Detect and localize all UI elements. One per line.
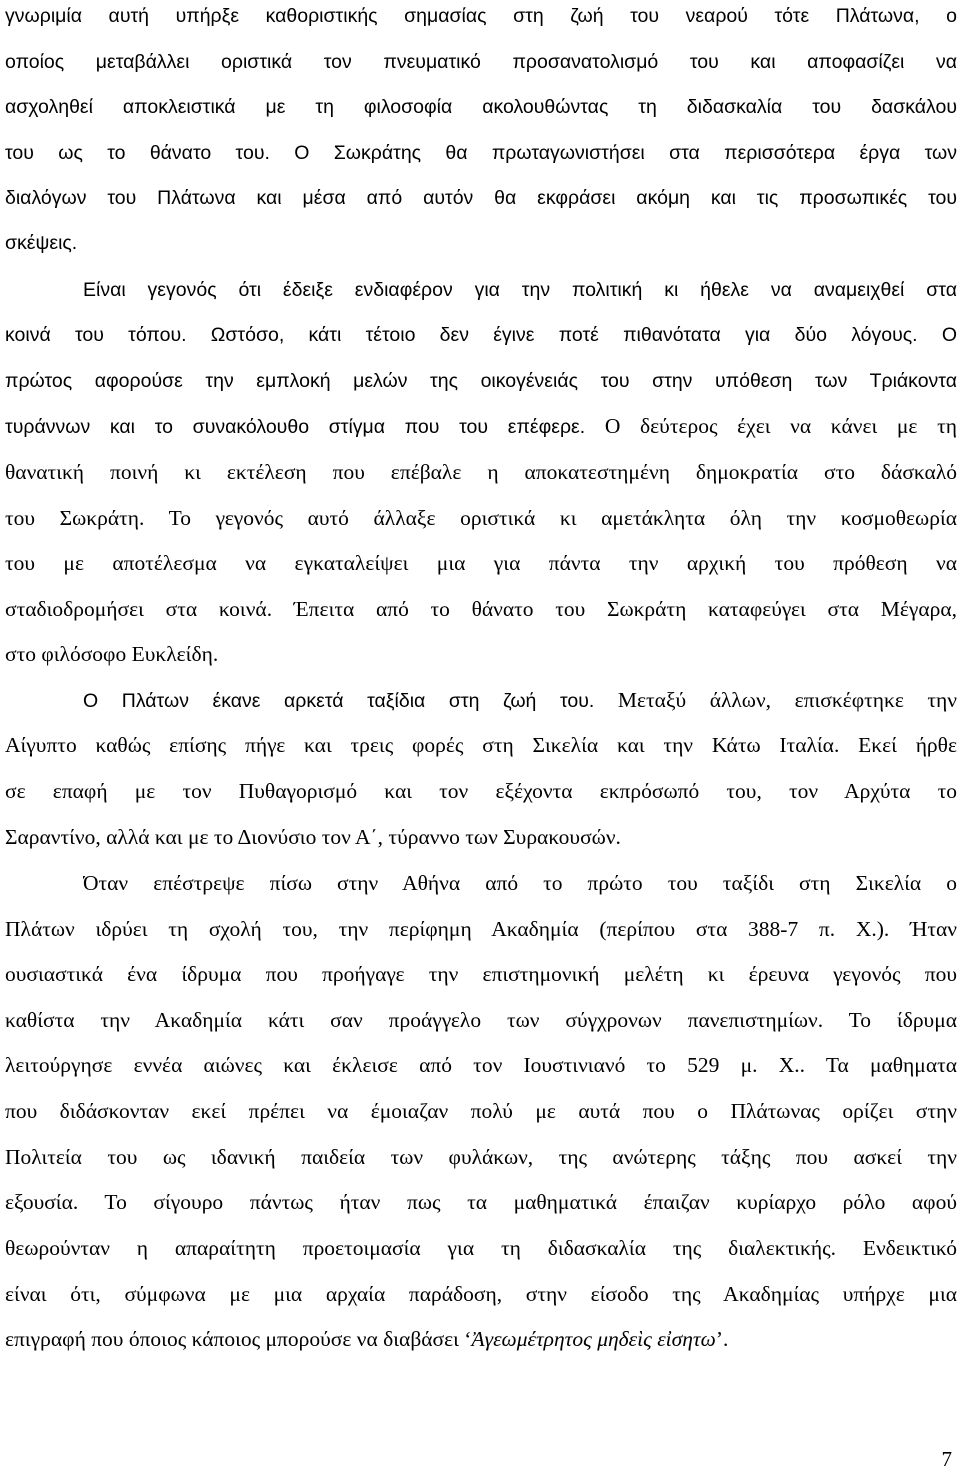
text-line xyxy=(5,369,957,393)
text-segment: τυράννων και το συνακόλουθο στίγμα που του επέφερε. xyxy=(5,416,605,438)
text-line xyxy=(5,414,957,439)
inscription-text: Ἀγεωμέτρητος μηδεὶς εἰσητω xyxy=(471,1327,716,1351)
text-line xyxy=(5,323,957,347)
text-segment: του ως το θάνατο του. Ο Σωκράτης θα πρωταγωνιστήσει στα περισσότερα έργα των xyxy=(5,142,957,164)
text-line xyxy=(5,917,957,942)
text-line xyxy=(5,962,957,987)
text-segment: στο φιλόσοφο Ευκλείδη. xyxy=(5,642,219,666)
text-segment: κοινά του τόπου. Ωστόσο, κάτι τέτοιο δεν έγινε ποτέ πιθανότατα για δύο λόγους. Ο xyxy=(5,324,957,346)
text-line xyxy=(5,460,957,485)
text-line xyxy=(5,733,957,758)
text-line xyxy=(83,688,957,713)
text-segment: Πλάτων ιδρύει τη σχολή του, την περίφημη Ακαδημία (περίπου στα 388-7 π. Χ.). Ήταν xyxy=(5,917,957,941)
text-segment: επιγραφή που όποιος κάποιος μπορούσε να διαβάσει ‘ xyxy=(5,1327,472,1351)
text-line xyxy=(5,1190,957,1215)
text-segment: σκέψεις. xyxy=(5,232,78,254)
text-line xyxy=(5,1099,957,1124)
text-line xyxy=(5,506,957,531)
text-segment: οποίος μεταβάλλει οριστικά τον πνευματικό προσανατολισμό του και αποφασίζει να xyxy=(5,51,957,73)
text-segment: Αίγυπτο καθώς επίσης πήγε και τρεις φορές στη Σικελία και την Κάτω Ιταλία. Εκεί ήρθε xyxy=(5,733,957,757)
text-segment: Ο δεύτερος έχει να κάνει με τη xyxy=(604,414,957,438)
text-segment: γνωριμία αυτή υπήρξε καθοριστικής σημασίας στη ζωή του νεαρού τότε Πλάτωνα, ο xyxy=(5,5,957,27)
text-segment: σε επαφή με τον Πυθαγορισμό και τον εξέχοντα εκπρόσωπό του, τον Αρχύτα το xyxy=(5,779,957,803)
text-line xyxy=(5,95,957,119)
text-line xyxy=(5,1236,957,1261)
text-line xyxy=(5,1145,957,1170)
text-segment: σταδιοδρομήσει στα κοινά. Έπειτα από το θάνατο του Σωκράτη καταφεύγει στα Μέγαρα, xyxy=(5,597,957,621)
text-segment: εξουσία. Το σίγουρο πάντως ήταν πως τα μαθηματικά έπαιζαν κυρίαρχο ρόλο αφού xyxy=(5,1190,957,1214)
text-segment: είναι ότι, σύμφωνα με μια αρχαία παράδοση, στην είσοδο της Ακαδημίας υπήρχε μια xyxy=(5,1282,957,1306)
text-segment: Σαραντίνο, αλλά και με το Διονύσιο τον Α΄, τύραννο των Συρακουσών. xyxy=(5,825,621,849)
text-line xyxy=(5,4,957,28)
text-line xyxy=(5,141,957,165)
text-line xyxy=(5,642,957,667)
text-line xyxy=(5,231,957,255)
text-line xyxy=(5,1053,957,1078)
text-segment: Όταν επέστρεψε πίσω στην Αθήνα από το πρώτο του ταξίδι στη Σικελία ο xyxy=(83,871,957,895)
text-segment: Πολιτεία του ως ιδανική παιδεία των φυλάκων, της ανώτερης τάξης που ασκεί την xyxy=(5,1145,957,1169)
text-segment: λειτούργησε εννέα αιώνες και έκλεισε από τον Ιουστινιανό το 529 μ. Χ.. Τα μαθηματα xyxy=(5,1053,957,1077)
text-segment: ασχοληθεί αποκλειστικά με τη φιλοσοφία ακολουθώντας τη διδασκαλία του δασκάλου xyxy=(5,96,957,118)
page-number: 7 xyxy=(941,1447,952,1471)
text-segment: θεωρούνταν η απαραίτητη προετοιμασία για τη διδασκαλία της διαλεκτικής. Ενδεικτικό xyxy=(5,1236,957,1260)
text-segment: του με αποτέλεσμα να εγκαταλείψει μια για πάντα την αρχική του πρόθεση να xyxy=(5,551,957,575)
text-line xyxy=(5,1008,957,1033)
text-line xyxy=(83,871,957,896)
text-line xyxy=(5,825,957,850)
text-segment: πρώτος αφορούσε την εμπλοκή μελών της οικογένειάς του στην υπόθεση των Τριάκοντα xyxy=(5,370,957,392)
text-segment: διαλόγων του Πλάτωνα και μέσα από αυτόν θα εκφράσει ακόμη και τις προσωπικές του xyxy=(5,187,957,209)
text-segment: καθίστα την Ακαδημία κάτι σαν πρoάγγελο των σύγχρονων πανεπιστημίων. Το ίδρυμα xyxy=(5,1008,957,1032)
text-line xyxy=(83,278,957,302)
text-segment: Ο Πλάτων έκανε αρκετά ταξίδια στη ζωή του. xyxy=(83,690,618,712)
text-segment: που διδάσκονταν εκεί πρέπει να έμοιαζαν πολύ με αυτά που ο Πλάτωνας ορίζει στην xyxy=(5,1099,957,1123)
text-segment: Μεταξύ άλλων, επισκέφτηκε την xyxy=(617,688,957,712)
text-line xyxy=(5,1282,957,1307)
text-line xyxy=(5,551,957,576)
text-segment: Είναι γεγονός ότι έδειξε ενδιαφέρον για την πολιτική κι ήθελε να αναμειχθεί στα xyxy=(83,279,957,301)
text-line xyxy=(5,779,957,804)
text-line xyxy=(5,1327,957,1352)
text-line xyxy=(5,186,957,210)
text-segment: θανατική ποινή κι εκτέλεση που επέβαλε η αποκατεστημένη δημοκρατία στο δάσκαλό xyxy=(5,460,957,484)
text-line xyxy=(5,50,957,74)
text-segment: ουσιαστικά ένα ίδρυμα που προήγαγε την επιστημονική μελέτη κι έρευνα γεγονός που xyxy=(5,962,957,986)
text-segment: του Σωκράτη. Το γεγονός αυτό άλλαξε οριστικά κι αμετάκλητα όλη την κοσμοθεωρία xyxy=(5,506,957,530)
text-segment: ’. xyxy=(715,1327,729,1351)
text-line xyxy=(5,597,957,622)
